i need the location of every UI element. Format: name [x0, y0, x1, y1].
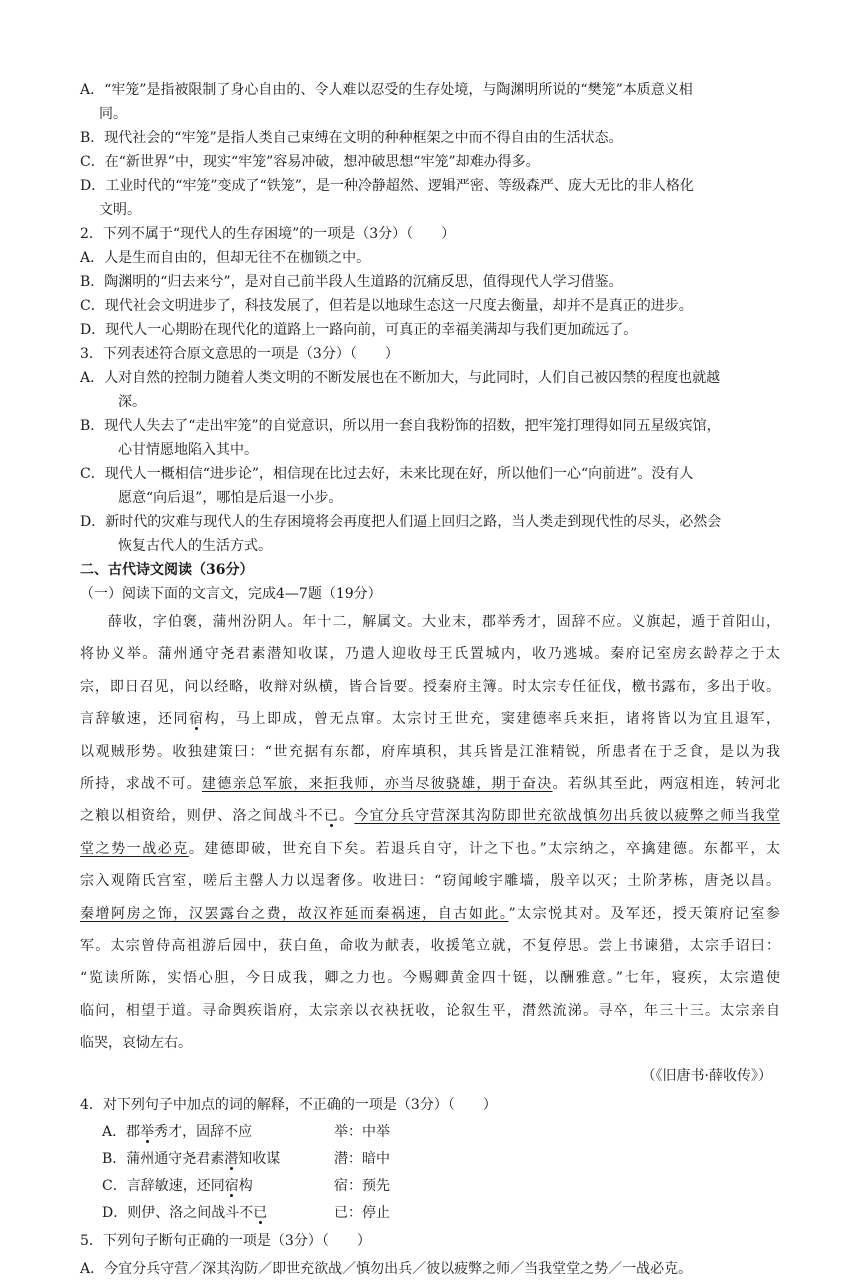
q3-stem: 3．下列表述符合原文意思的一项是（3分）（ ）: [80, 346, 399, 362]
q2-option-b: B．陶渊明的“归去来兮”，是对自己前半段人生道路的沉痛反思，值得现代人学习借鉴。: [80, 274, 623, 290]
q1-options: [80, 78, 780, 222]
dotted-word: 宿: [189, 711, 205, 728]
section-2-title: 二、古代诗文阅读（36分）: [80, 562, 254, 578]
q2-option-d: D．现代人一心期盼在现代化的道路上一路向前，可真正的幸福美满却与我们更加疏远了。: [80, 322, 638, 338]
q3-option-b-cont: 心甘情愿地陷入其中。: [118, 442, 258, 458]
question-4: [80, 1092, 780, 1227]
q3-option-c-cont: 愿意“向后退”，哪怕是后退一小步。: [118, 490, 343, 506]
question-5: [80, 1227, 780, 1283]
passage-line: “览读所陈，实悟心胆，今日成我，卿之力也。今赐卿黄金四十铤，以酬雅意。”七年，寝疾，太宗遣使: [80, 970, 780, 987]
passage-line: 以观贼形势。收独建策曰：“世充据有东都，府库填积，其兵皆是江淮精锐，所患者在于乏食，是以为我: [80, 743, 780, 760]
q1-option-d-cont: 文明。: [99, 202, 141, 218]
passage-line: 临问，相望于道。寻命舆疾诣府，太宗亲以衣袂抚收，论叙生平，潸然流涕。寻卒，年三十三。太宗亲自: [80, 1002, 780, 1019]
q4-option-d-definition: 已：停止: [334, 1204, 390, 1221]
passage-line: 之粮以相资给，则伊、洛之间战斗不已。今宜分兵守营深其沟防即世充欲战慎勿出兵彼以疲弊之师当我堂: [80, 808, 781, 825]
q4-option-a: A．郡举秀才，固辞不应 举：中举: [80, 1119, 780, 1146]
passage-line: 军。太宗曾侍高祖游后园中，获白鱼，命收为献表，收援笔立就，不复停思。尝上书谏猎，太宗手诏曰：: [80, 938, 780, 955]
q1-option-a: A．“牢笼”是指被限制了身心自由的、令人难以忍受的生存处境，与陶渊明所说的“樊笼”本质意义相: [80, 82, 693, 98]
passage-line: 所持，求战不可。建德亲总军旅，来拒我师，亦当尽彼骁雄，期于奋决。若纵其至此，两寇相连，转河北: [80, 776, 781, 793]
passage-line: 薛收，字伯褒，蒲州汾阴人。年十二，解属文。大业末，郡举秀才，固辞不应。义旗起，遁于首阳山，: [108, 614, 780, 630]
q2-option-c: C．现代社会文明进步了，科技发展了，但若是以地球生态这一尺度去衡量，却并不是真正的进步。: [80, 298, 693, 314]
passage-line: 言辞敏速，还同宿构，马上即成，曾无点窜。太宗讨王世充，窦建德率兵来拒，诸将皆以为宜且退军，: [80, 711, 781, 728]
question-3: [80, 342, 780, 558]
q2-option-a: A．人是生而自由的，但却无往不在枷锁之中。: [80, 250, 371, 266]
q1-option-a-cont: 同。: [99, 106, 127, 122]
passage-line: 堂之势一战必克。建德即破，世充自下矣。若退兵自守，计之下也。”太宗纳之，卒擒建德。东都平，太: [80, 840, 781, 857]
q3-option-d-cont: 恢复古代人的生活方式。: [118, 538, 272, 554]
passage-line: 临哭，哀恸左右。: [80, 1035, 192, 1052]
question-2: [80, 222, 780, 342]
dotted-word: 举: [140, 1123, 155, 1140]
q3-option-b: B．现代人失去了“走出牢笼”的自觉意识，所以用一套自我粉饰的招数，把牢笼打理得如同五星级宾馆，: [80, 418, 721, 434]
dotted-word: 已: [253, 1204, 268, 1221]
q4-option-c: C．言辞敏速，还同宿构 宿：预先: [80, 1173, 780, 1200]
underlined-sentence: 建德亲总军旅，来拒我师，亦当尽彼骁雄，期于奋决: [201, 776, 553, 793]
underlined-sentence: 堂之势一战必克: [80, 840, 189, 857]
q3-option-a: A．人对自然的控制力随着人类文明的不断发展也在不断加大，与此同时，人们自己被囚禁的程度也就越: [80, 370, 721, 386]
dotted-word: 潜: [224, 1150, 239, 1167]
q3-option-d: D．新时代的灾难与现代人的生存困境将会再度把人们逼上回归之路，当人类走到现代性的尽头，必然会: [80, 514, 722, 530]
q1-option-c: C．在“新世界”中，现实“牢笼”容易冲破，想冲破思想“牢笼”却难办得多。: [80, 154, 540, 170]
dotted-word: 已: [323, 808, 340, 825]
underlined-sentence: 秦增阿房之饰，汉罢露台之费，故汉祚延而秦祸速，自古如此。: [80, 905, 509, 922]
passage-line: 宗入观隋氏宫室，嗟后主罄人力以逞奢侈。收进曰：“窃闻峻宇雕墙，殷辛以灭；土阶茅栋，唐尧以昌。: [80, 873, 780, 890]
q3-option-a-cont: 深。: [118, 394, 146, 410]
q4-option-b: B．蒲州通守尧君素潜知收谋 潜：暗中: [80, 1146, 780, 1173]
dotted-word: 宿: [224, 1177, 239, 1194]
underlined-sentence: 今宜分兵守营深其沟防即世充欲战慎勿出兵彼以疲弊之师当我堂: [354, 808, 781, 825]
q3-option-c: C．现代人一概相信“进步论”，相信现在比过去好，未来比现在好，所以他们一心“向前进”。没有人: [80, 466, 694, 482]
q4-option-b-definition: 潜：暗中: [334, 1150, 390, 1167]
classical-passage: [80, 606, 780, 1092]
q5-stem: 5．下列句子断句正确的一项是（3分）（ ）: [80, 1232, 371, 1249]
section-2-subtitle: （一）阅读下面的文言文，完成4—7题（19分）: [80, 586, 382, 602]
passage-line: 将协义举。蒲州通守尧君素潜知收谋，乃遣人迎收母王氏置城内，收乃逃城。秦府记室房玄龄荐之于太: [80, 646, 780, 663]
exam-page: [80, 78, 780, 1283]
q1-option-b: B．现代社会的“牢笼”是指人类自己束缚在文明的种种框架之中而不得自由的生活状态。: [80, 130, 623, 146]
passage-line: 秦增阿房之饰，汉罢露台之费，故汉祚延而秦祸速，自古如此。”太宗悦其对。及军还，授天策府记室参: [80, 905, 781, 922]
q4-option-c-definition: 宿：预先: [334, 1177, 390, 1194]
q2-stem: 2．下列不属于“现代人的生存困境”的一项是（3分）（ ）: [80, 226, 456, 242]
q4-option-a-definition: 举：中举: [334, 1123, 390, 1140]
passage-line: 宗，即日召见，问以经略，收辩对纵横，皆合旨要。授秦府主簿。时太宗专任征伐，檄书露布，多出于收。: [80, 678, 780, 695]
q1-option-d: D．工业时代的“牢笼”变成了“铁笼”，是一种冷静超然、逻辑严密、等级森严、庞大无比的非人格化: [80, 178, 694, 194]
q4-option-d: D．则伊、洛之间战斗不已 已：停止: [80, 1200, 780, 1227]
passage-source: （《旧唐书·薛收传》）: [641, 1067, 772, 1084]
q5-option-a: A．今宜分兵守营／深其沟防／即世充欲战／慎勿出兵／彼以疲弊之师／当我堂堂之势／一战必克。: [80, 1260, 693, 1277]
q4-stem: 4．对下列句子中加点的词的解释，不正确的一项是（3分）（ ）: [80, 1096, 497, 1113]
